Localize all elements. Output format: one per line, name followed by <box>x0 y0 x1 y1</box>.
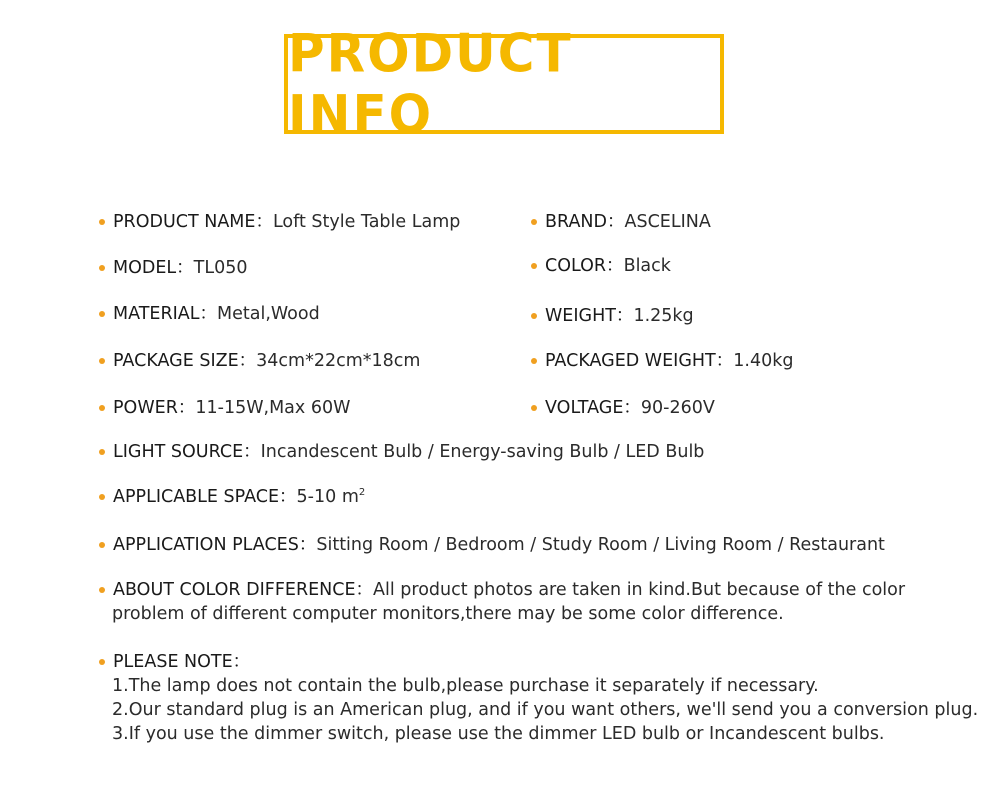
spec-value: Sitting Room / Bedroom / Study Room / Living Room / Restaurant <box>316 535 885 555</box>
spec-label: PRODUCT NAME： <box>113 212 273 232</box>
bullet-icon <box>99 358 105 364</box>
bullet-icon <box>99 542 105 548</box>
spec-value: ASCELINA <box>624 212 711 232</box>
spec-value: All product photos are taken in kind.But because of the color <box>373 580 906 600</box>
spec-value <box>297 485 366 509</box>
spec-package-size <box>99 349 420 373</box>
spec-label: PACKAGED WEIGHT： <box>545 351 734 371</box>
spec-value: TL050 <box>193 258 248 278</box>
spec-voltage <box>531 396 715 420</box>
bullet-icon <box>99 405 105 411</box>
spec-label: LIGHT SOURCE： <box>113 442 261 462</box>
spec-label: ABOUT COLOR DIFFERENCE： <box>113 580 374 600</box>
spec-label: PLEASE NOTE： <box>113 652 251 672</box>
spec-label: PACKAGE SIZE： <box>113 351 257 371</box>
spec-value: Incandescent Bulb / Energy-saving Bulb / LED Bulb <box>260 442 705 462</box>
color-difference-line2: problem of different computer monitors,there may be some color difference. <box>112 604 784 624</box>
title-box <box>284 23 724 145</box>
spec-light-source <box>99 440 704 464</box>
bullet-icon <box>99 659 105 665</box>
spec-value: 1.40kg <box>733 351 794 371</box>
spec-model <box>99 256 248 280</box>
spec-power <box>99 396 350 420</box>
spec-color <box>531 254 671 278</box>
note-item: 2.Our standard plug is an American plug, and if you want others, we'll send you a conversion plug. <box>112 700 979 720</box>
spec-value: Black <box>623 256 671 276</box>
spec-value: 11-15W,Max 60W <box>195 398 351 418</box>
bullet-icon <box>531 313 537 319</box>
spec-label: APPLICABLE SPACE： <box>113 487 297 507</box>
spec-brand <box>531 210 711 234</box>
spec-label: COLOR： <box>545 256 624 276</box>
spec-value: 1.25kg <box>633 306 694 326</box>
spec-label: MATERIAL： <box>113 304 218 324</box>
bullet-icon <box>99 494 105 500</box>
bullet-icon <box>99 311 105 317</box>
spec-label: WEIGHT： <box>545 306 634 326</box>
spec-label: APPLICATION PLACES： <box>113 535 317 555</box>
bullet-icon <box>99 219 105 225</box>
spec-weight <box>531 304 694 328</box>
note-item: 3.If you use the dimmer switch, please use the dimmer LED bulb or Incandescent bulbs. <box>112 724 885 744</box>
spec-material <box>99 302 320 326</box>
spec-applicable-space <box>99 485 365 509</box>
bullet-icon <box>531 219 537 225</box>
bullet-icon <box>531 263 537 269</box>
page-title: PRODUCT INFO <box>288 23 573 145</box>
note-item: 1.The lamp does not contain the bulb,please purchase it separately if necessary. <box>112 676 819 696</box>
spec-packaged-weight <box>531 349 793 373</box>
bullet-icon <box>531 358 537 364</box>
bullet-icon <box>531 405 537 411</box>
bullet-icon <box>99 265 105 271</box>
spec-label: VOLTAGE： <box>545 398 641 418</box>
spec-label: BRAND： <box>545 212 625 232</box>
spec-value: Loft Style Table Lamp <box>272 212 461 232</box>
please-note <box>99 650 250 674</box>
spec-value: 90-260V <box>640 398 715 418</box>
unit-superscript: 2 <box>358 487 366 499</box>
bullet-icon <box>99 449 105 455</box>
spec-label: POWER： <box>113 398 196 418</box>
color-difference <box>99 578 905 602</box>
spec-application-places <box>99 533 885 557</box>
spec-label: MODEL： <box>113 258 194 278</box>
spec-value: Metal,Wood <box>217 304 320 324</box>
spec-product-name <box>99 210 460 234</box>
spec-value-text: 5-10 m <box>296 487 359 507</box>
bullet-icon <box>99 587 105 593</box>
spec-value: 34cm*22cm*18cm <box>256 351 421 371</box>
